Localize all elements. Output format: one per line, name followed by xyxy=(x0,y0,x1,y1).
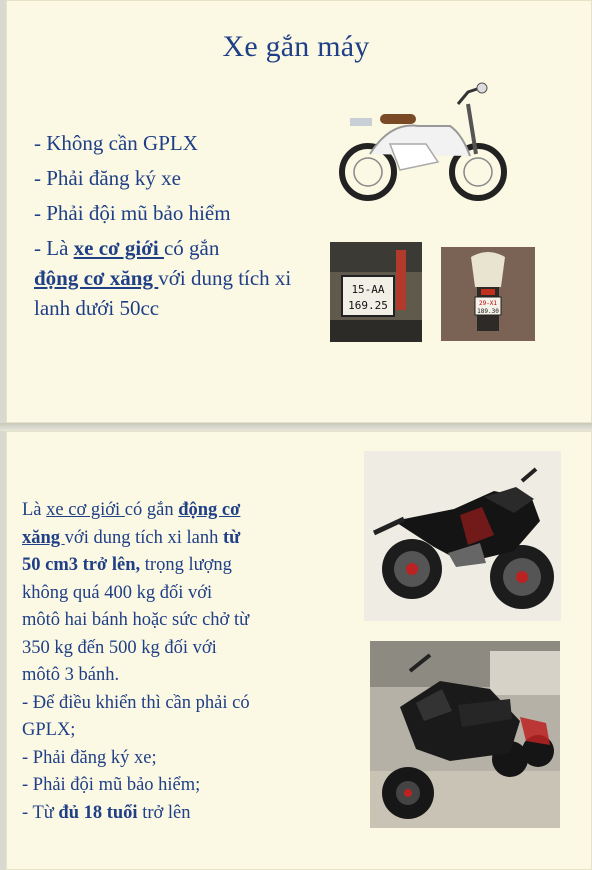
slide-title: Xe gắn máy xyxy=(222,30,370,63)
text-line: 350 kg đến 500 kg đối với xyxy=(22,637,217,658)
text-line: - Để điều khiển thì cần phải có xyxy=(22,692,250,713)
license-plate-image xyxy=(330,242,422,342)
text-line: Là xe cơ giới có gắn động cơ xyxy=(22,500,241,520)
text: có gắn xyxy=(163,236,220,260)
text-line: không quá 400 kg đối với xyxy=(22,582,213,603)
slide-divider xyxy=(0,423,592,431)
link-dong-co-xang-cont[interactable]: xăng xyxy=(22,527,65,548)
bullet-list xyxy=(34,126,324,323)
text: với dung tích xi lanh dưới 50cc xyxy=(34,266,292,320)
text-line: môtô 3 bánh. xyxy=(22,665,120,685)
plate-line-2: 169.25 xyxy=(348,299,388,312)
bullet-item: - Phải đội mũ bảo hiểm xyxy=(34,201,231,225)
link-xe-co-gioi[interactable]: xe cơ giới xyxy=(46,500,125,520)
text-line: xăng với dung tích xi lanh từ xyxy=(22,527,241,548)
moped-rear-image xyxy=(441,247,535,341)
description-paragraph xyxy=(22,497,314,827)
moped-image xyxy=(330,74,510,214)
three-wheel-scooter-image xyxy=(370,641,560,828)
link-xe-co-gioi[interactable]: xe cơ giới xyxy=(73,236,164,260)
plate-line-1: 15-AA xyxy=(351,283,385,296)
plate-line-2: 189.30 xyxy=(477,308,499,315)
text-line: 50 cm3 trở lên, trọng lượng xyxy=(22,555,232,575)
bullet-item: - Phải đăng ký xe xyxy=(34,166,181,190)
text-line: GPLX; xyxy=(22,720,76,740)
link-dong-co-xang[interactable]: động cơ xyxy=(178,500,241,520)
text-line: - Từ đủ 18 tuổi trở lên xyxy=(22,802,191,823)
text: - Là xyxy=(34,236,74,260)
text-line: - Phải đăng ký xe; xyxy=(22,747,157,768)
sport-motorcycle-image xyxy=(364,451,561,621)
text-line: - Phải đội mũ bảo hiểm; xyxy=(22,775,201,795)
text-line: môtô hai bánh hoặc sức chở từ xyxy=(22,610,250,630)
plate-line-1: 29-X1 xyxy=(478,300,498,307)
link-dong-co-xang[interactable]: động cơ xăng xyxy=(34,266,159,290)
bullet-item-definition xyxy=(34,233,324,323)
bullet-item: - Không cần GPLX xyxy=(34,131,198,155)
